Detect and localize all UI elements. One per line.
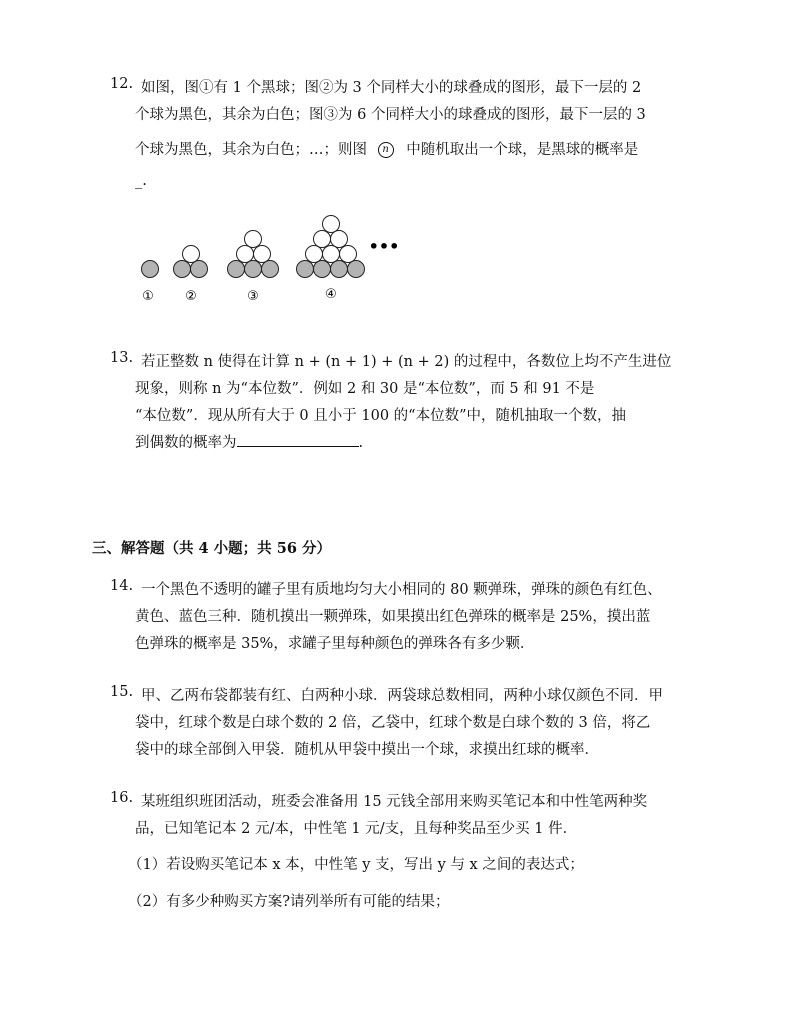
figure-label-2: ② xyxy=(185,289,197,304)
question-text-line: 色弹珠的概率是 35%，求罐子里每种颜色的弹珠各有多少颗． xyxy=(135,636,535,652)
white-ball xyxy=(306,246,323,263)
question-number: 15. xyxy=(110,684,134,700)
black-ball xyxy=(245,261,262,278)
question-text-line: 个球为黑色，其余为白色；图③为 6 个同样大小的球叠成的图形，最下一层的 3 xyxy=(135,107,646,123)
white-ball xyxy=(314,231,331,248)
question-text-line xyxy=(135,431,363,452)
black-ball xyxy=(174,261,191,278)
white-ball xyxy=(323,216,340,233)
question-number: 13. xyxy=(110,350,134,366)
white-ball xyxy=(254,246,271,263)
white-ball xyxy=(183,246,200,263)
question-text-line: 甲、乙两布袋都装有红、白两种小球．两袋球总数相同，两种小球仅颜色不同．甲 xyxy=(141,688,663,704)
question-text-line: 一个黑色不透明的罐子里有质地均匀大小相同的 80 颗弹珠，弹珠的颜色有红色、 xyxy=(141,582,662,598)
white-ball xyxy=(331,231,348,248)
question-text-fragment: . xyxy=(358,435,364,451)
black-ball xyxy=(314,261,331,278)
question-text-line: 袋中的球全部倒入甲袋．随机从甲袋中摸出一个球，求摸出红球的概率． xyxy=(135,742,599,758)
question-text-line: 若正整数 n 使得在计算 n + (n + 1) + (n + 2) 的过程中，各数位上均不产生进位 xyxy=(141,354,672,370)
white-ball xyxy=(340,246,357,263)
question-text-line: 如图，图①有 1 个黑球；图②为 3 个同样大小的球叠成的图形，最下一层的 2 xyxy=(141,80,642,96)
circled-n: n xyxy=(378,142,394,158)
black-ball xyxy=(348,261,365,278)
question-text-line: 品，已知笔记本 2 元/本，中性笔 1 元/支，且每种奖品至少买 1 件． xyxy=(135,821,578,837)
figure-label-4: ④ xyxy=(325,287,337,302)
section-title: 三、解答题（共 4 小题；共 56 分） xyxy=(92,540,331,557)
question-text-line: 现象，则称 n 为“本位数”．例如 2 和 30 是“本位数”，而 5 和 91 不是 xyxy=(135,381,595,397)
white-ball xyxy=(245,231,262,248)
question-number: 14. xyxy=(110,578,134,594)
sub-question-text: （2）有多少种购买方案?请列举所有可能的结果； xyxy=(128,894,450,910)
answer-blank xyxy=(237,432,359,447)
question-text-fragment: 到偶数的概率为 xyxy=(135,435,237,451)
question-text-line: 某班组织班团活动，班委会准备用 15 元钱全部用来购买笔记本和中性笔两种奖 xyxy=(141,794,648,810)
question-text-line: 黄色、蓝色三种．随机摸出一颗弹珠，如果摸出红色弹珠的概率是 25%，摸出蓝 xyxy=(135,609,651,625)
sub-question-text: （1）若设购买笔记本 x 本，中性笔 y 支，写出 y 与 x 之间的表达式； xyxy=(128,857,584,873)
figure-label-1: ① xyxy=(142,289,154,304)
figure-label-3: ③ xyxy=(247,289,259,304)
question-text-fragment: 中随机取出一个球，是黑球的概率是 xyxy=(406,142,639,158)
question-number: 12. xyxy=(110,76,134,92)
white-ball xyxy=(237,246,254,263)
black-ball xyxy=(142,261,159,278)
question-text-line: “本位数”．现从所有大于 0 且小于 100 的“本位数”中，随机抽取一个数，抽 xyxy=(135,408,626,424)
black-ball xyxy=(297,261,314,278)
black-ball xyxy=(331,261,348,278)
question-number: 16. xyxy=(110,790,134,806)
black-ball xyxy=(262,261,279,278)
black-ball xyxy=(228,261,245,278)
question-text-fragment: 个球为黑色，其余为白色；…；则图 xyxy=(135,142,367,158)
ellipsis-dots: ••• xyxy=(368,237,400,256)
white-ball xyxy=(323,246,340,263)
question-text-line: 袋中，红球个数是白球个数的 2 倍，乙袋中，红球个数是白球个数的 3 倍，将乙 xyxy=(135,715,651,731)
black-ball xyxy=(191,261,208,278)
answer-blank: _. xyxy=(135,173,147,189)
